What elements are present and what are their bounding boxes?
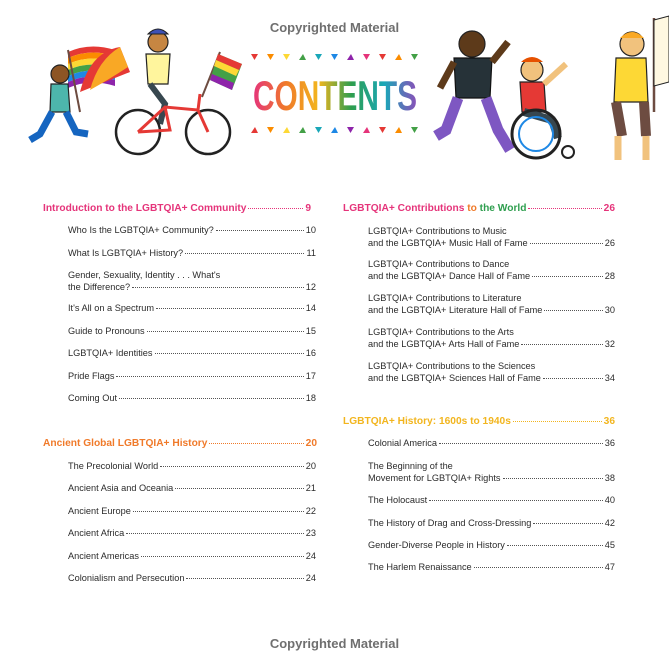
toc-entry-text: It's All on a Spectrum — [68, 303, 155, 313]
page-number: 12 — [305, 281, 316, 292]
toc-entry-line — [68, 371, 316, 383]
toc-entry-text: LGBTQIA+ Contributions to Literature — [368, 293, 522, 303]
toc-entry-text: The Harlem Renaissance — [368, 562, 472, 572]
dot-leader — [429, 500, 603, 501]
toc-entry-line — [68, 461, 316, 473]
toc-entry[interactable] — [68, 303, 316, 315]
dot-leader — [248, 208, 303, 209]
toc-entry-text-continued: Movement for LGBTQIA+ Rights — [368, 472, 501, 483]
toc-entry-line — [68, 248, 316, 260]
page-number: 22 — [305, 506, 316, 516]
page-number: 17 — [305, 371, 316, 381]
toc-entry[interactable] — [68, 573, 316, 585]
toc-entry-line — [368, 540, 615, 552]
page-number: 32 — [604, 338, 615, 349]
page-number: 40 — [604, 495, 615, 505]
dot-leader — [474, 567, 603, 568]
toc-entry-text: What Is LGBTQIA+ History? — [68, 248, 184, 258]
toc-entry-line — [368, 495, 615, 507]
decorative-triangles-bottom — [248, 125, 423, 135]
page-number: 23 — [305, 528, 316, 538]
page-number: 42 — [604, 518, 615, 528]
toc-entry[interactable] — [68, 506, 316, 518]
toc-entry-line — [68, 506, 316, 518]
dot-leader — [155, 353, 304, 354]
page-number: 45 — [604, 540, 615, 550]
toc-entry-line — [68, 393, 316, 405]
toc-entry[interactable] — [68, 270, 316, 293]
toc-entry-text-continued: and the LGBTQIA+ Arts Hall of Fame — [368, 338, 520, 349]
page-number: 15 — [305, 326, 316, 336]
contents-heading — [250, 70, 420, 120]
toc-entry[interactable] — [368, 495, 615, 507]
section-title-part: to — [464, 203, 480, 214]
toc-entry-text: LGBTQIA+ Contributions to Dance — [368, 259, 510, 269]
toc-entry[interactable] — [368, 438, 615, 450]
toc-entry-line — [368, 339, 615, 351]
page-number: 11 — [306, 248, 316, 258]
dot-leader — [532, 276, 603, 277]
toc-entry-text: Ancient Europe — [68, 506, 131, 516]
toc-entry[interactable] — [368, 293, 615, 316]
page-number: 16 — [305, 348, 316, 358]
toc-entry-text: Who Is the LGBTQIA+ Community? — [68, 225, 214, 235]
toc-entry-text: Coming Out — [68, 393, 118, 403]
toc-entry-line — [68, 551, 316, 563]
toc-entry-text: Pride Flags — [68, 371, 115, 381]
section-page-number: 36 — [603, 416, 615, 427]
kids-running-cycling-illustration — [20, 12, 245, 162]
page-number: 20 — [305, 461, 316, 471]
toc-entry-line — [368, 518, 615, 530]
toc-entry[interactable] — [68, 393, 316, 405]
toc-entry-text: The Holocaust — [368, 495, 428, 505]
toc-entry-text: Ancient Americas — [68, 551, 139, 561]
toc-entry[interactable] — [68, 461, 316, 473]
toc-entry-line — [368, 305, 615, 317]
toc-entry[interactable] — [68, 326, 316, 338]
dot-leader — [116, 376, 303, 377]
toc-entry[interactable] — [68, 371, 316, 383]
section-title-part: the World — [479, 203, 527, 214]
toc-entry-text-continued: and the LGBTQIA+ Dance Hall of Fame — [368, 270, 531, 281]
section-title: Ancient Global LGBTQIA+ History — [43, 438, 208, 449]
page-number: 24 — [305, 551, 316, 561]
toc-entry-text: Colonial America — [368, 438, 437, 448]
toc-entry[interactable] — [368, 361, 615, 384]
dot-leader — [133, 511, 304, 512]
svg-text:CONTENTS: CONTENTS — [253, 72, 417, 119]
dot-leader — [185, 253, 304, 254]
toc-entry-text-continued: the Difference? — [68, 281, 131, 292]
toc-entry-line — [68, 225, 316, 237]
toc-entry-text: Ancient Africa — [68, 528, 125, 538]
dot-leader — [544, 310, 602, 311]
section-heading[interactable] — [343, 203, 615, 214]
toc-entry-text: LGBTQIA+ Contributions to Music — [368, 226, 507, 236]
toc-entry[interactable] — [68, 551, 316, 563]
dot-leader — [141, 556, 304, 557]
section-page-number: 20 — [305, 438, 317, 449]
section-title: Introduction to the LGBTQIA+ Community — [43, 203, 247, 214]
toc-entry[interactable] — [368, 540, 615, 552]
toc-entry-line — [68, 483, 316, 495]
section-page-number: 9 — [305, 203, 311, 214]
decorative-triangles-top — [248, 52, 423, 62]
toc-entry-line — [68, 282, 316, 294]
toc-entry-text-continued: and the LGBTQIA+ Sciences Hall of Fame — [368, 372, 541, 383]
dot-leader — [530, 243, 603, 244]
toc-entry[interactable] — [68, 483, 316, 495]
toc-entry[interactable] — [368, 327, 615, 350]
toc-entry-text: The Precolonial World — [68, 461, 159, 471]
page-number: 24 — [305, 573, 316, 583]
toc-entry[interactable] — [368, 259, 615, 282]
toc-entry-text: The Beginning of the — [368, 461, 453, 471]
toc-entry-line — [368, 373, 615, 385]
toc-entry-text: Ancient Asia and Oceania — [68, 483, 174, 493]
toc-entry[interactable] — [368, 562, 615, 574]
dot-leader — [175, 488, 304, 489]
toc-entry[interactable] — [68, 248, 316, 260]
dot-leader — [119, 398, 304, 399]
toc-entry-line — [368, 562, 615, 574]
page-number: 14 — [305, 303, 316, 313]
section-title-part: LGBTQIA+ Contributions — [343, 203, 465, 214]
section-heading[interactable] — [343, 416, 615, 427]
toc-entry-text: Gender, Sexuality, Identity . . . What's — [68, 270, 221, 280]
dot-leader — [160, 466, 304, 467]
dot-leader — [209, 443, 303, 444]
toc-entry-text: LGBTQIA+ Contributions to the Sciences — [368, 361, 536, 371]
toc-entry[interactable] — [368, 461, 615, 484]
page-number: 21 — [305, 483, 316, 493]
dot-leader — [132, 287, 304, 288]
dot-leader — [513, 421, 602, 422]
section-title: LGBTQIA+ History: 1600s to 1940s — [343, 416, 511, 427]
toc-entry-text: Guide to Pronouns — [68, 326, 145, 336]
page-number: 28 — [604, 270, 615, 281]
dot-leader — [528, 208, 601, 209]
toc-entry-line — [68, 528, 316, 540]
toc-entry-line — [368, 438, 615, 450]
toc-entry-text-continued: and the LGBTQIA+ Music Hall of Fame — [368, 237, 528, 248]
toc-entry[interactable] — [368, 518, 615, 530]
toc-entry[interactable] — [68, 348, 316, 360]
dot-leader — [503, 478, 603, 479]
toc-entry-line — [368, 238, 615, 250]
dot-leader — [156, 308, 304, 309]
section-title — [343, 203, 526, 214]
page-number: 38 — [604, 472, 615, 483]
dot-leader — [439, 443, 603, 444]
page-number: 34 — [604, 372, 615, 383]
page-number: 26 — [604, 237, 615, 248]
dot-leader — [521, 344, 602, 345]
page-number: 30 — [604, 304, 615, 315]
toc-entry[interactable] — [68, 225, 316, 237]
toc-entry-line — [68, 348, 316, 360]
section-page-number: 26 — [603, 203, 615, 214]
toc-entry-line — [68, 573, 316, 585]
dot-leader — [533, 523, 602, 524]
page-number: 10 — [305, 225, 316, 235]
page-number: 36 — [604, 438, 615, 448]
copyright-watermark-top: Copyrighted Material — [269, 20, 400, 35]
kids-marching-illustration — [432, 12, 669, 168]
dot-leader — [543, 378, 603, 379]
page-number: 47 — [604, 562, 615, 572]
toc-entry-text: The History of Drag and Cross-Dressing — [368, 518, 532, 528]
copyright-watermark-bottom: Copyrighted Material — [269, 636, 400, 651]
toc-entry[interactable] — [368, 226, 615, 249]
toc-entry-line — [368, 271, 615, 283]
dot-leader — [147, 331, 304, 332]
toc-entry-text-continued: and the LGBTQIA+ Literature Hall of Fame — [368, 304, 543, 315]
section-heading[interactable] — [43, 438, 317, 449]
dot-leader — [507, 545, 603, 546]
toc-entry-text: Colonialism and Persecution — [68, 573, 185, 583]
toc-entry-line — [68, 326, 316, 338]
dot-leader — [126, 533, 304, 534]
dot-leader — [186, 578, 303, 579]
dot-leader — [216, 230, 304, 231]
page-number: 18 — [305, 393, 316, 403]
toc-entry-text: Gender-Diverse People in History — [368, 540, 505, 550]
toc-entry[interactable] — [68, 528, 316, 540]
toc-entry-line — [68, 303, 316, 315]
toc-entry-text: LGBTQIA+ Contributions to the Arts — [368, 327, 514, 337]
section-heading[interactable] — [43, 203, 311, 214]
toc-entry-text: LGBTQIA+ Identities — [68, 348, 153, 358]
toc-entry-line — [368, 473, 615, 485]
